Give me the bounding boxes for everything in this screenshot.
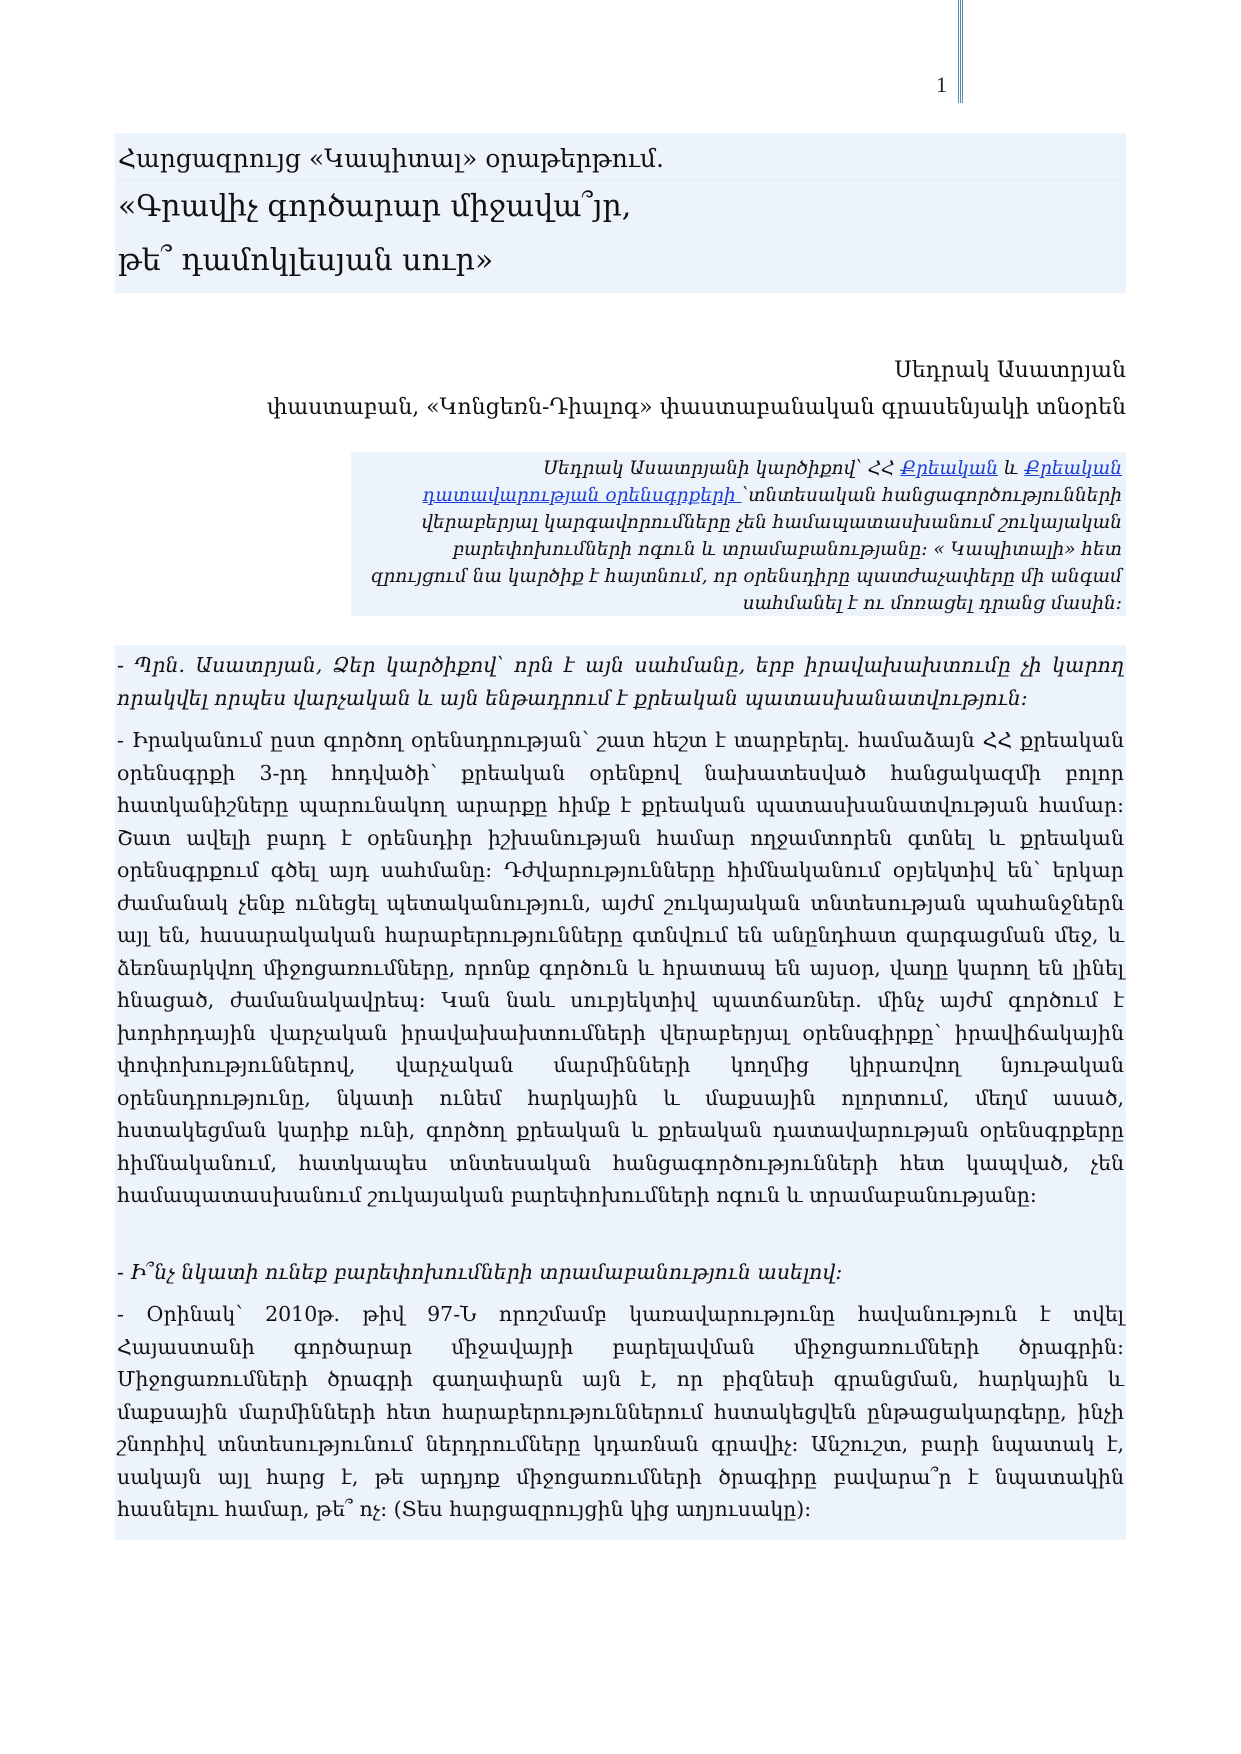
paragraph-spacer xyxy=(117,1222,1124,1256)
lead-paragraph xyxy=(351,452,1126,616)
author-name: Սեդրակ Ասատրյան xyxy=(894,358,1126,383)
interview-question-2: - Ի՞նչ նկատի ունեք բարեփոխումների տրամաբանություն ասելով: xyxy=(117,1259,843,1284)
interview-answer-1: - Իրականում ըստ գործող օրենսդրության՝ շատ հեշտ է տարբերել. համաձայն ՀՀ քրեական օրենսգրքի 3-րդ հոդվածի՝ քրեական օրենքով նախատեսված հանցակազմի բոլոր հատկանիշները պարունակող արարքը հիմք է քրեական պատասխանատվության համար: Շատ ավելի բարդ է օրենսդիր իշխանության համար ողջամտորեն գտնել և քրեական օրենսգրքում գծել այդ սահմանը: Դժվարությունները հիմնականում օբյեկտիվ են՝ երկար ժամանակ չենք ունեցել պետականություն, այժմ շուկայական տնտեսության պահանջներն այլ են, հասարակական հարաբերությունները գտնվում են անընդհատ զարգացման մեջ, և ձեռնարկվող միջոցառումները, որոնք գործուն և հրատապ են այսօր, վաղը կարող են լինել հնացած, ժամանակավրեպ: Կան նաև սուբյեկտիվ պատճառներ. մինչ այժմ գործում է խորհրդային վարչական իրավախախտումների վերաբերյալ օրենսգիրքը՝ իրավիճակային փոփոխություններով, վարչական մարմինների կողմից կիրառվող նյութական օրենսդրությունը, նկատի ունեմ հարկային և մաքսային ոլորտում, մեղմ ասած, հստակեցման կարիք ունի, գործող քրեական և քրեական դատավարության օրենսգրքերը հիմնականում, հատկապես տնտեսական հանցագործությունների հետ կապված, չեն համապատասխանում շուկայական բարեփոխումների ոգուն և տրամաբանությանը: xyxy=(117,728,1124,1207)
interview-body xyxy=(115,645,1126,1540)
criminal-procedure-code-link[interactable]: Քրեական դատավարության օրենսգրքերի xyxy=(422,458,1122,506)
headline-line-2: թե՞ դամոկլեսյան սուր» xyxy=(118,243,494,278)
byline xyxy=(267,352,1126,426)
interview-answer-2: - Օրինակ՝ 2010թ. թիվ 97-Ն որոշմամբ կառավարությունը հավանություն է տվել Հայաստանի գործարար միջավայրի բարելավման միջոցառումների ծրագրին: Միջոցառումների ծրագրի գաղափարն այն է, որ բիզնեսի գրանցման, հարկային և մաքսային մարմինների հետ հարաբերություններում հստակեցվեն ընթացակարգերը, ինչի շնորհիվ տնտեսությունում ներդրումները կդառնան գրավիչ: Անշուշտ, բարի նպատակ է, սակայն այլ հարց է, թե արդյոք միջոցառումների ծրագիրը բավարա՞ր է նպատակին հասնելու համար, թե՞ ոչ: (Տես հարցազրույցին կից աղյուսակը): xyxy=(117,1302,1124,1521)
header-rule xyxy=(958,0,963,103)
interview-question-1: - Պրն. Ասատրյան, Ձեր կարծիքով՝ որն է այն սահմանը, երբ իրավախախտումը չի կարող որակվել որպես վարչական և այն ենթադրում է քրեական պատասխանատվություն: xyxy=(117,653,1124,710)
title-box xyxy=(115,133,1126,293)
title-kicker: Հարցազրույց «Կապիտալ» օրաթերթում. xyxy=(118,139,1123,180)
page-number: 1 xyxy=(936,72,947,97)
lead-text-start: Սեդրակ Ասատրյանի կարծիքով՝ ՀՀ xyxy=(543,458,901,479)
lead-text-conjunction: և xyxy=(998,458,1025,479)
author-position: փաստաբան, «Կոնցեռն-Դիալոգ» փաստաբանական գրասենյակի տնօրեն xyxy=(266,395,1126,420)
headline-line-1: «Գրավիչ գործարար միջավա՞յր, xyxy=(118,189,632,224)
lead-text-end: ՝տնտեսական հանցագործությունների վերաբերյալ կարգավորումները չեն համապատասխանում շուկայական բարեփոխումների ոգուն և տրամաբանությանը: « Կապիտալի» հետ զրույցում նա կարծիք է հայտնում, որ օրենսդիրը պատժաչափերը մի անգամ սահմանել է ու մոռացել դրանց մասին: xyxy=(370,485,1122,614)
criminal-code-link[interactable]: Քրեական xyxy=(900,458,999,479)
